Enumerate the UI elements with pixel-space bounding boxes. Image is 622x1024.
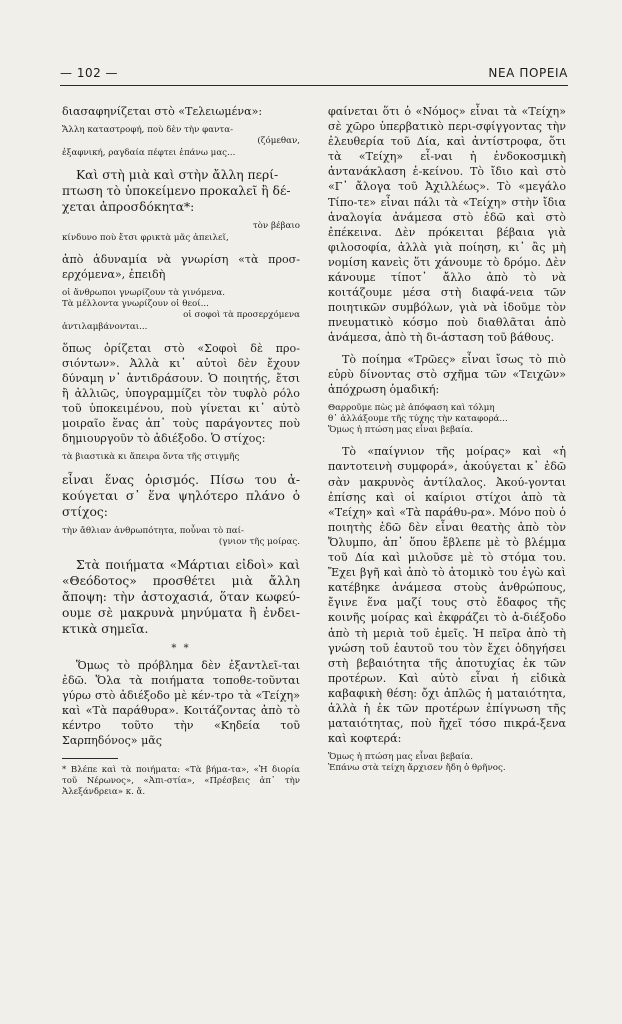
paragraph: Στὰ ποιήματα «Μάρτιαι εἰδοὶ» καὶ «Θεόδοτος» προσθέτει μιὰ ἄλλη ἄποψη: τὴν ἀστοχασιά, ὅταν κωφεύ-ουμε σὲ μακρυνὰ μηνύματα ἢ ἐνδει-κτικὰ σημεῖα. [62, 557, 300, 637]
verse-quote [62, 125, 300, 159]
paragraph: ὅπως ὁρίζεται στὸ «Σοφοὶ δὲ προ-σιόντων». Ἀλλὰ κι᾽ αὐτοὶ δὲν ἔχουν δύναμη ν᾽ ἀντιδράσουν. Ὁ ποιητής, ἔτσι ἢ ἀλλιῶς, ὑπογραμμίζει τὸν τυφλὸ ρόλο τοῦ ὑποκειμένου, ποὺ γίνεται κι᾽ αὐτὸ μοιραῖο ἕνας ἀπ᾽ τοὺς παράγοντες ποὺ δημιουργοῦν τὸ ἀδιέξοδο. Ὁ στίχος: [62, 341, 300, 446]
verse-line: τὴν ἄθλιαν ἀνθρωπότητα, ποὖναι τὸ παί- [62, 526, 244, 537]
verse-line: κίνδυνο ποὺ ἔτσι φρικτὰ μᾶς ἀπειλεῖ, [62, 232, 229, 243]
verse-line: Θαρροῦμε πὼς μὲ ἀπόφαση καὶ τόλμη [328, 402, 495, 413]
verse-line: θ᾽ ἀλλάξουμε τῆς τύχης τὴν καταφορά... [328, 413, 508, 424]
verse-line: (ζόμεθαν, [257, 136, 300, 147]
paragraph: φαίνεται ὅτι ὁ «Νόμος» εἶναι τὰ «Τείχη» σὲ χῶρο ὑπερβατικὸ περι-σφίγγοντας τὴν ἐλευθερία τοῦ Δία, καὶ ἀντίστροφα, ὅτι τὰ «Τείχη» εἶ-ναι ἡ ἐνδοκοσμικὴ ἀντανάκλαση ἐ-κείνου. Τὸ ἴδιο καὶ στὸ «Γ᾽ ἄλογα τοῦ Ἀχιλλέως». Τὸ «μεγάλο Τίπο-τε» εἶναι πάλι τὰ «Τείχη» στὴν ἴδια ἀναλογία ἀνάμεσα στὸ ἐδῶ καὶ στὸ ἐπέκεινα. Δὲν πρόκειται βέβαια γιὰ φιλοσοφία, ἀλλὰ γιὰ ποίηση, κι᾽ ἂς μὴ νομίση κανεὶς ὅτι χάνουμε τὸ δρόμο. Δὲν κάνουμε τίποτ᾽ ἄλλο ἀπὸ τὸ νὰ κοιτάζουμε μέσα στὴ διαφά-νεια τῶν ποιητικῶν συμβόλων, γιὰ νὰ ἰδοῦμε τὸν πνευματικὸ κόσμο ποὺ διαθλᾶται ἀπὸ ἀνάμεσα, ἀπὸ τὴ δι-άσταση τοῦ βάθους. [328, 105, 566, 345]
verse-quote [62, 526, 300, 548]
header-divider [60, 85, 568, 86]
footnote-divider [62, 758, 118, 759]
verse-line: Τὰ μέλλοντα γνωρίζουν οἱ θεοί... [62, 299, 209, 310]
right-column [328, 104, 566, 783]
verse-line: Ὅμως ἡ πτώση μας εἶναι βεβαία. [328, 752, 474, 763]
paragraph: Τὸ ποίημα «Τρῶες» εἶναι ἴσως τὸ πιὸ εὐρὺ δίνοντας στὸ σχῆμα τῶν «Τειχῶν» ἀπόχρωση ὁμαδική: [328, 352, 566, 396]
verse-line: οἱ ἄνθρωποι γνωρίζουν τὰ γινόμενα. [62, 287, 226, 298]
paragraph: Καὶ στὴ μιὰ καὶ στὴν ἄλλη περί- πτωση τὸ ὑποκείμενο προκαλεῖ ἢ δέ- χεται ἀπροσδόκητα*: [62, 167, 291, 215]
paragraph: διασαφηνίζεται στὸ «Τελειωμένα»: [62, 105, 263, 118]
verse-line: τὰ βιαστικὰ κι ἄπειρα ὄντα τῆς στιγμῆς [62, 452, 240, 463]
verse-line: ἐξαφνική, ραγδαία πέφτει ἐπάνω μας... [62, 147, 236, 158]
verse-quote [62, 221, 300, 243]
verse-line: τὸν βέβαιο [252, 221, 300, 232]
verse-line: οἱ σοφοὶ τὰ προσερχόμενα [183, 310, 300, 321]
verse-line: (γνιον τῆς μοίρας. [218, 537, 300, 548]
section-break-stars: * * [171, 642, 191, 654]
journal-title: ΝΕΑ ΠΟΡΕΙΑ [488, 66, 568, 80]
verse-quote [62, 288, 300, 333]
paragraph: Ὅμως τὸ πρόβλημα δὲν ἐξαντλεῖ-ται ἐδῶ. Ὅλα τὰ ποιήματα τοποθε-τοῦνται γύρω στὸ ἀδιέξοδο μὲ κέν-τρο τὰ «Τείχη» καὶ «Τὰ παράθυρα». Κοιτάζοντας ἀπὸ τὸ κέντρο τοῦτο τὴν «Κηδεία τοῦ Σαρπηδόνος» μᾶς [62, 658, 300, 748]
footnote: * Βλέπε καὶ τὰ ποιήματα: «Τὰ βήμα-τα», «Ἡ διορία τοῦ Νέρωνος», «Ἀπι-στία», «Πρέσβεις ἀπ᾽ τὴν Ἀλεξάνδρεια» κ. ἄ. [62, 765, 300, 798]
left-column [62, 104, 300, 798]
verse-quote [328, 403, 566, 437]
page-number: — 102 — [60, 66, 119, 80]
verse-line: Ἄλλη καταστροφή, ποὺ δὲν τὴν φαντα- [62, 125, 234, 136]
paragraph: ἀπὸ ἀδυναμία νὰ γνωρίση «τὰ προσ-ερχόμενα», ἐπειδὴ [62, 252, 300, 281]
verse-line: ἀντιλαμβάνονται... [62, 321, 148, 332]
verse-quote [328, 752, 566, 774]
paragraph: εἶναι ἕνας ὁρισμός. Πίσω του ἀ-κούγεται σ᾽ ἕνα ψηλότερο πλάνο ὁ στίχος: [62, 472, 300, 519]
verse-line: Ὅμως ἡ πτώση μας εἶναι βεβαία. [328, 425, 474, 436]
verse-quote [62, 452, 300, 463]
verse-line: Ἐπάνω στὰ τείχη ἄρχισεν ἤδη ὁ θρῆνος. [328, 763, 506, 774]
paragraph: Τὸ «παίγνιον τῆς μοίρας» καὶ «ἡ παντοτεινὴ συμφορά», ἀκούγεται κ᾽ ἐδῶ σὰν μακρυνὸς ἀντίλαλος. Ἀκού-γονται ἐπίσης καὶ οἱ καίριοι στίχοι ἀπὸ τὰ «Τείχη» καὶ «Τὰ παράθυ-ρα». Μόνο ποὺ ὁ ποιητὴς ἐδῶ δὲν εἶναι θεατὴς ἀπὸ τὸν Ὄλυμπο, ἀπ᾽ ὅπου ἔβλεπε μὲ τὸ βλέμμα τοῦ Δία καὶ μιλοῦσε μὲ τὸ στόμα του. Ἔχει βγῆ καὶ ἀπὸ τὸ ἀτομικὸ του ἐγὼ καὶ κατέβηκε ἀνάμεσα στοὺς ἀνθρώπους, ἔγινε ἕνα μαζί τους στὸ ἔδαφος τῆς κοινῆς μοίρας καὶ ἐκφράζει τὸ ἀ-διέξοδο ἀπὸ τὴ μεριὰ τοῦ ἐμεῖς. Ἡ πεῖρα ἀπὸ τὴ γνώση τοῦ ἑαυτοῦ του τὸν ἔχει ὁδηγήσει στὴ βεβαιότητα τῆς ἀποτυχίας ἐκ τῶν προτέρων. Καὶ αὐτὸ εἶναι ἡ εἰδικὰ καβαφικὴ θέση: ὄχι ἁπλῶς ἡ ματαιότητα, ἀλλὰ ἡ ἐκ τῶν προτέρων ἐπίγνωση τῆς ματαιότητας, ποὺ ἤχεῖ τόσο πικρά-ξενα καὶ κοφτερά: [328, 445, 566, 746]
page-header [60, 66, 568, 84]
